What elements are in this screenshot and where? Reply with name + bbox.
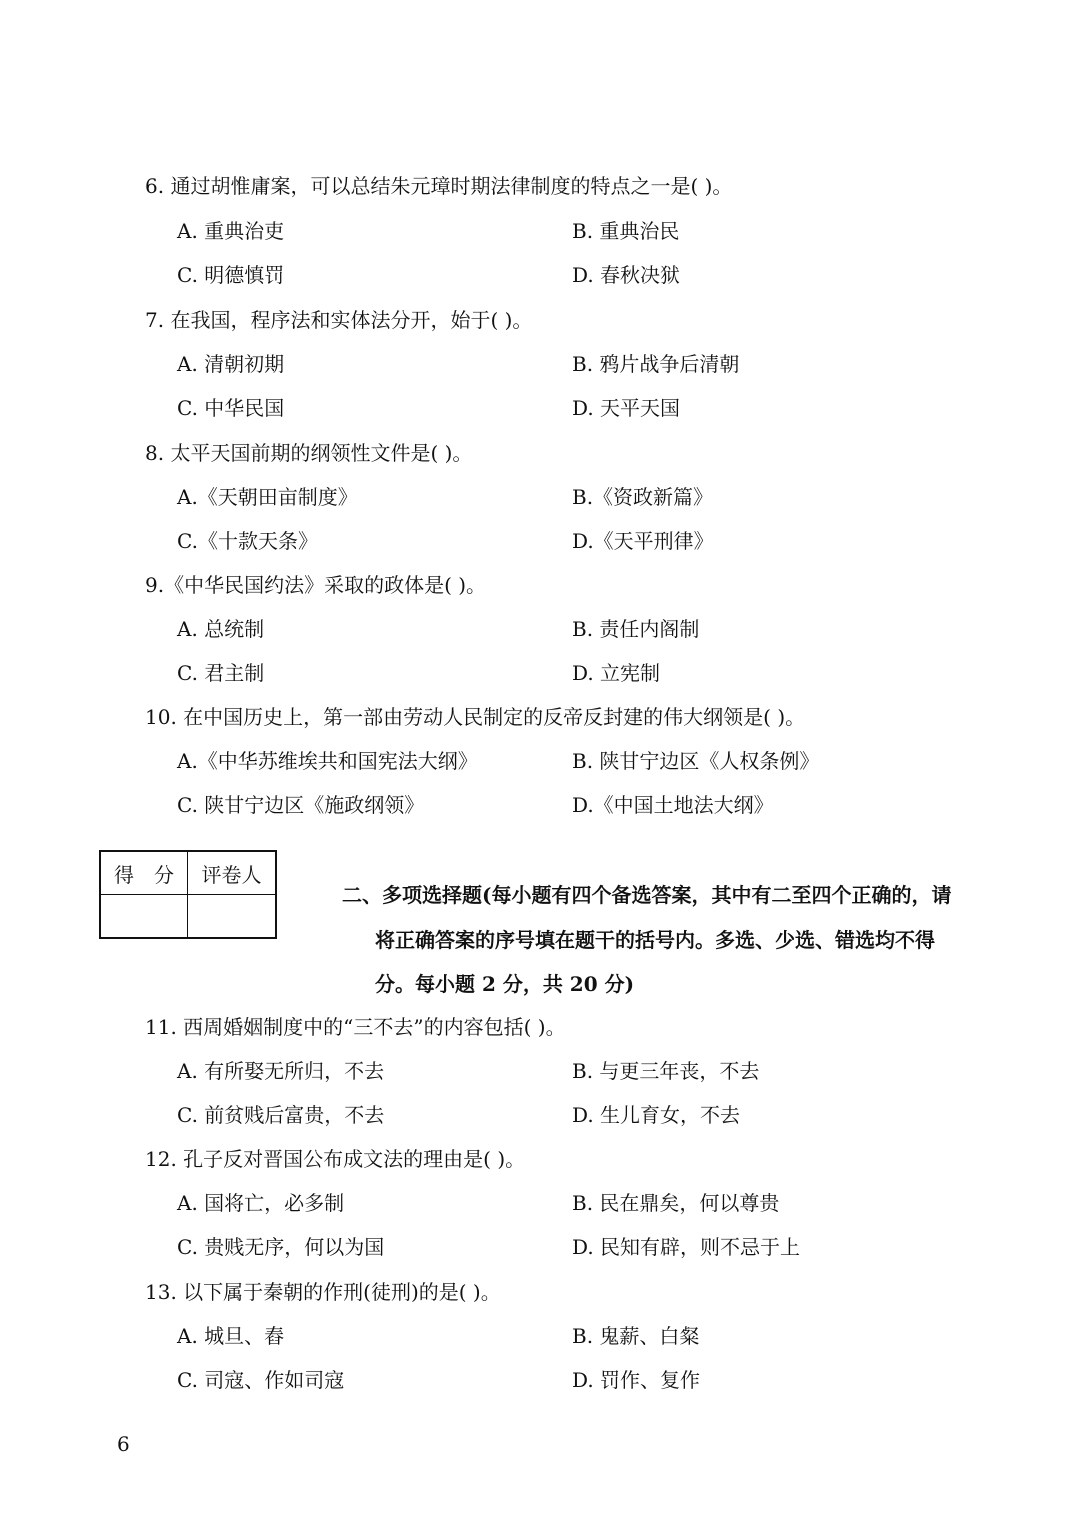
option-8a: A.《天朝田亩制度》 (177, 485, 358, 509)
question-9: 9.《中华民国约法》采取的政体是( )。 (145, 573, 487, 597)
question-10: 10. 在中国历史上，第一部由劳动人民制定的反帝反封建的伟大纲领是( )。 (145, 705, 806, 729)
question-8: 8. 太平天国前期的纲领性文件是( )。 (145, 441, 473, 465)
option-7c: C. 中华民国 (177, 396, 285, 420)
option-11a: A. 有所娶无所归，不去 (177, 1059, 385, 1083)
page-number: 6 (117, 1432, 130, 1456)
option-11b: B. 与更三年丧，不去 (572, 1059, 760, 1083)
option-7a: A. 清朝初期 (177, 352, 285, 376)
option-13a: A. 城旦、舂 (177, 1324, 285, 1348)
option-6a: A. 重典治吏 (177, 219, 285, 243)
option-7b: B. 鸦片战争后清朝 (572, 352, 740, 376)
option-6c: C. 明德慎罚 (177, 263, 285, 287)
question-6: 6. 通过胡惟庸案，可以总结朱元璋时期法律制度的特点之一是( )。 (145, 174, 733, 198)
option-13c: C. 司寇、作如司寇 (177, 1368, 345, 1392)
option-12d: D. 民知有辟，则不忌于上 (572, 1235, 801, 1259)
option-6d: D. 春秋决狱 (572, 263, 681, 287)
option-12a: A. 国将亡，必多制 (177, 1191, 345, 1215)
score-box (99, 850, 277, 939)
section-2-title: 二、多项选择题(每小题有四个备选答案，其中有二至四个正确的，请 (342, 883, 952, 907)
option-11d: D. 生儿育女，不去 (572, 1103, 741, 1127)
option-9b: B. 责任内阁制 (572, 617, 700, 641)
option-11c: C. 前贫贱后富贵，不去 (177, 1103, 385, 1127)
option-10c: C. 陕甘宁边区《施政纲领》 (177, 793, 425, 817)
option-13d: D. 罚作、复作 (572, 1368, 701, 1392)
option-9a: A. 总统制 (177, 617, 265, 641)
option-6b: B. 重典治民 (572, 219, 680, 243)
question-13: 13. 以下属于秦朝的作刑(徒刑)的是( )。 (145, 1280, 501, 1304)
option-8b: B.《资政新篇》 (572, 485, 714, 509)
option-9d: D. 立宪制 (572, 661, 661, 685)
option-13b: B. 鬼薪、白粲 (572, 1324, 700, 1348)
score-cell (100, 895, 188, 939)
question-11: 11. 西周婚姻制度中的“三不去”的内容包括( )。 (145, 1015, 566, 1039)
option-7d: D. 天平天国 (572, 396, 681, 420)
question-12: 12. 孔子反对晋国公布成文法的理由是( )。 (145, 1147, 526, 1171)
option-8c: C.《十款天条》 (177, 529, 318, 553)
option-10d: D.《中国土地法大纲》 (572, 793, 774, 817)
grader-label: 评卷人 (188, 851, 277, 895)
question-7: 7. 在我国，程序法和实体法分开，始于( )。 (145, 308, 533, 332)
section-2-instructions: 将正确答案的序号填在题干的括号内。多选、少选、错选均不得 (375, 928, 935, 952)
option-8d: D.《天平刑律》 (572, 529, 714, 553)
option-12b: B. 民在鼎矣，何以尊贵 (572, 1191, 780, 1215)
section-2-points: 分。每小题 2 分，共 20 分) (375, 972, 635, 996)
option-9c: C. 君主制 (177, 661, 265, 685)
score-label: 得 分 (100, 851, 188, 895)
grader-cell (188, 895, 277, 939)
option-10a: A.《中华苏维埃共和国宪法大纲》 (177, 749, 478, 773)
option-10b: B. 陕甘宁边区《人权条例》 (572, 749, 820, 773)
option-12c: C. 贵贱无序，何以为国 (177, 1235, 385, 1259)
